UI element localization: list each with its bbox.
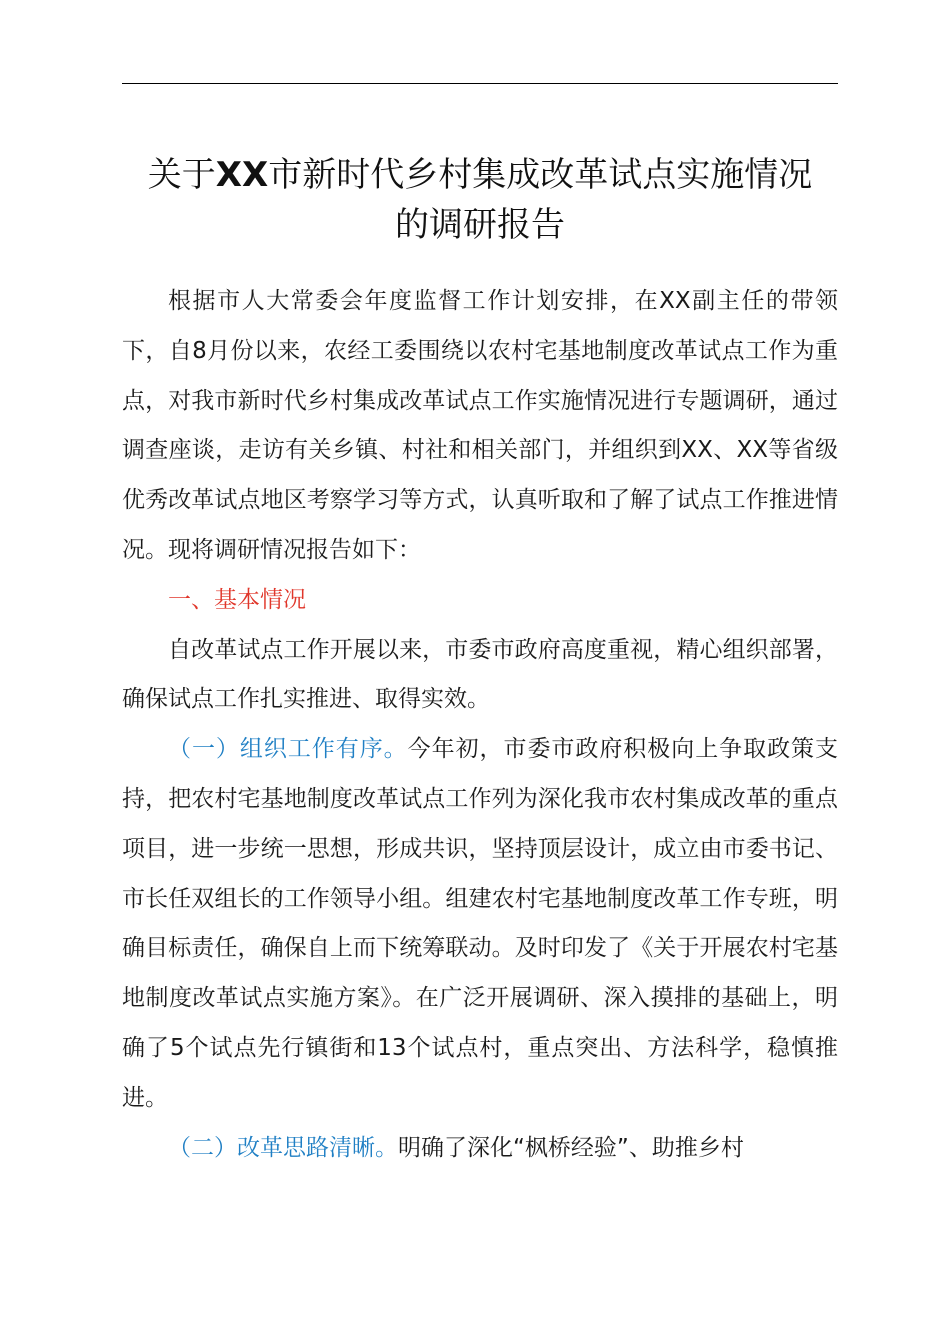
intro-paragraph: 根据市人大常委会年度监督工作计划安排，在XX副主任的带领下，自8月份以来，农经工委围绕以农村宅基地制度改革试点工作为重点，对我市新时代乡村集成改革试点工作实施情况进行专题调研，通过调查座谈，走访有关乡镇、村社和相关部门，并组织到XX、XX等省级优秀改革试点地区考察学习等方式，认真听取和了解了试点工作推进情况。现将调研情况报告如下： — [122, 288, 838, 563]
title-line-2: 的调研报告 — [395, 205, 565, 245]
document-body — [122, 277, 838, 1173]
item-1-paragraph — [122, 725, 838, 1123]
item-2-paragraph — [122, 1124, 838, 1174]
title-rest: 市新时代乡村集成改革试点实施情况 — [268, 155, 813, 195]
header-rule — [122, 83, 838, 84]
item-2-text: 明确了深化“枫桥经验”、助推乡村 — [398, 1134, 744, 1161]
item-2-heading: （二）改革思路清晰。 — [168, 1134, 398, 1161]
item-1-text: 今年初，市委市政府积极向上争取政策支持，把农村宅基地制度改革试点工作列为深化我市农村集成改革的重点项目，进一步统一思想，形成共识，坚持顶层设计，成立由市委书记、市长任双组长的工作领导小组。组建农村宅基地制度改革工作专班，明确目标责任，确保自上而下统筹联动。及时印发了《关于开展农村宅基地制度改革试点实施方案》。在广泛开展调研、深入摸排的基础上，明确了5个试点先行镇街和13个试点村，重点突出、方法科学，稳慎推进。 — [122, 736, 839, 1111]
section-1-heading: 一、基本情况 — [168, 586, 306, 613]
section-1-paragraph: 自改革试点工作开展以来，市委市政府高度重视，精心组织部署，确保试点工作扎实推进、取得实效。 — [122, 636, 838, 713]
document-title — [122, 150, 838, 250]
title-prefix: 关于 — [147, 155, 216, 195]
item-1-heading: （一）组织工作有序。 — [168, 736, 408, 763]
title-bold-xx: XX — [215, 155, 269, 195]
